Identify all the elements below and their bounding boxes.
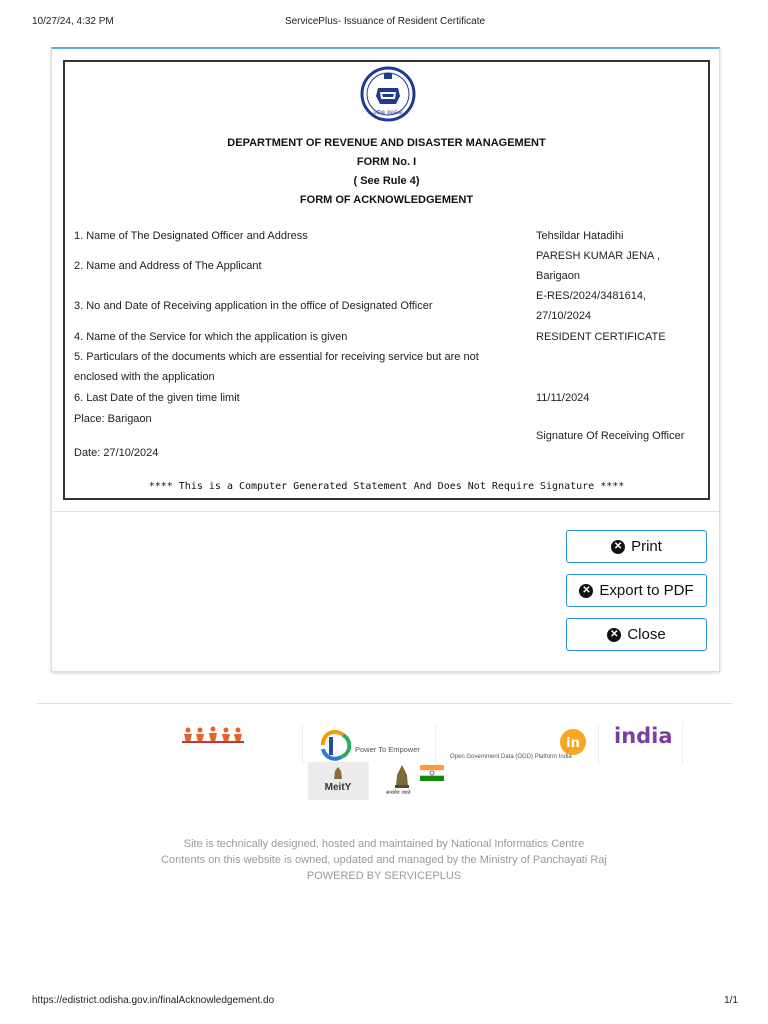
footer-divider (37, 703, 732, 704)
close-circle-icon: ✕ (607, 628, 621, 642)
row-value: PARESH KUMAR JENA , (536, 250, 660, 262)
ashoka-emblem-icon (392, 763, 412, 789)
close-button[interactable] (566, 618, 707, 651)
close-circle-icon: ✕ (611, 540, 625, 554)
row-label: 2. Name and Address of The Applicant (74, 260, 262, 272)
print-url: https://edistrict.odisha.gov.in/finalAcknowledgement.do (32, 995, 275, 1006)
print-footer (32, 995, 738, 1009)
print-header (32, 16, 738, 30)
form-title: FORM OF ACKNOWLEDGEMENT (299, 194, 474, 206)
india-gov-logo[interactable] (602, 722, 683, 764)
row-label: 3. No and Date of Receiving application in the office of Designated Officer (74, 300, 433, 312)
partner-logos (0, 720, 768, 805)
row-label: enclosed with the application (74, 371, 215, 383)
row-value: 11/11/2024 (536, 392, 590, 404)
svg-text:in: in (566, 736, 580, 751)
row-label: 5. Particulars of the documents which are essential for receiving service but are not (74, 351, 479, 363)
footer-nic-text: Site is technically designed, hosted and maintained by National Informatics Centre (183, 838, 585, 850)
print-page-title: ServicePlus- Issuance of Resident Certificate (284, 16, 486, 27)
digital-india-tagline: Power To Empower (355, 745, 420, 754)
emblem-text: ଓଡ଼ିଶା ସରକାର (373, 110, 403, 116)
row-label: 6. Last Date of the given time limit (74, 392, 240, 404)
place-text: Place: Barigaon (74, 413, 152, 425)
ogd-text: Open Government Data (OGD) Platform India (450, 754, 572, 760)
row-value: RESIDENT CERTIFICATE (536, 331, 666, 343)
divider (52, 511, 719, 512)
print-button-label: Print (631, 538, 662, 555)
row-value: Tehsildar Hatadihi (536, 230, 624, 242)
odisha-emblem-icon (360, 66, 416, 122)
close-circle-icon: ✕ (579, 584, 593, 598)
signature-label: Signature Of Receiving Officer (536, 430, 685, 442)
print-button[interactable] (566, 530, 707, 563)
print-datetime: 10/27/24, 4:32 PM (32, 16, 114, 27)
footer-powered-by: POWERED BY SERVICEPLUS (306, 870, 462, 882)
india-flag-icon (420, 765, 444, 781)
computer-generated-note: **** This is a Computer Generated Statement And Does Not Require Signature **** (148, 481, 625, 492)
row-value: 27/10/2024 (536, 310, 592, 322)
rule-reference: ( See Rule 4) (353, 175, 420, 187)
satyamev-jayate-text: सत्यमेव जयते (386, 790, 411, 796)
ogd-logo[interactable] (438, 725, 599, 765)
india-gov-text: india (614, 724, 673, 748)
ogd-icon (558, 727, 588, 757)
meity-logo[interactable] (308, 762, 369, 800)
footer-ministry-text: Contents on this website is owned, updated and managed by the Ministry of Panchayati Raj (161, 854, 607, 866)
digital-india-icon (315, 727, 351, 763)
close-button-label: Close (627, 626, 666, 643)
digital-india-logo[interactable] (302, 725, 436, 765)
row-label: 4. Name of the Service for which the application is given (74, 331, 348, 343)
row-label: 1. Name of The Designated Officer and Address (74, 230, 308, 242)
export-button-label: Export to PDF (599, 582, 694, 599)
meity-text: MeitY (324, 782, 352, 793)
department-heading: DEPARTMENT OF REVENUE AND DISASTER MANAGEMENT (227, 137, 546, 149)
ashoka-emblem-icon (331, 765, 345, 781)
national-emblem-logo[interactable] (380, 762, 450, 802)
row-value: E-RES/2024/3481614, (536, 290, 647, 302)
acknowledgement-form (63, 60, 710, 500)
export-pdf-button[interactable] (566, 574, 707, 607)
form-number: FORM No. I (356, 156, 417, 168)
row-value: Barigaon (536, 270, 581, 282)
print-page-number: 1/1 (724, 995, 738, 1006)
date-text: Date: 27/10/2024 (74, 447, 159, 459)
acknowledgement-panel (51, 47, 720, 672)
panchayati-raj-logo-icon[interactable] (182, 726, 244, 744)
